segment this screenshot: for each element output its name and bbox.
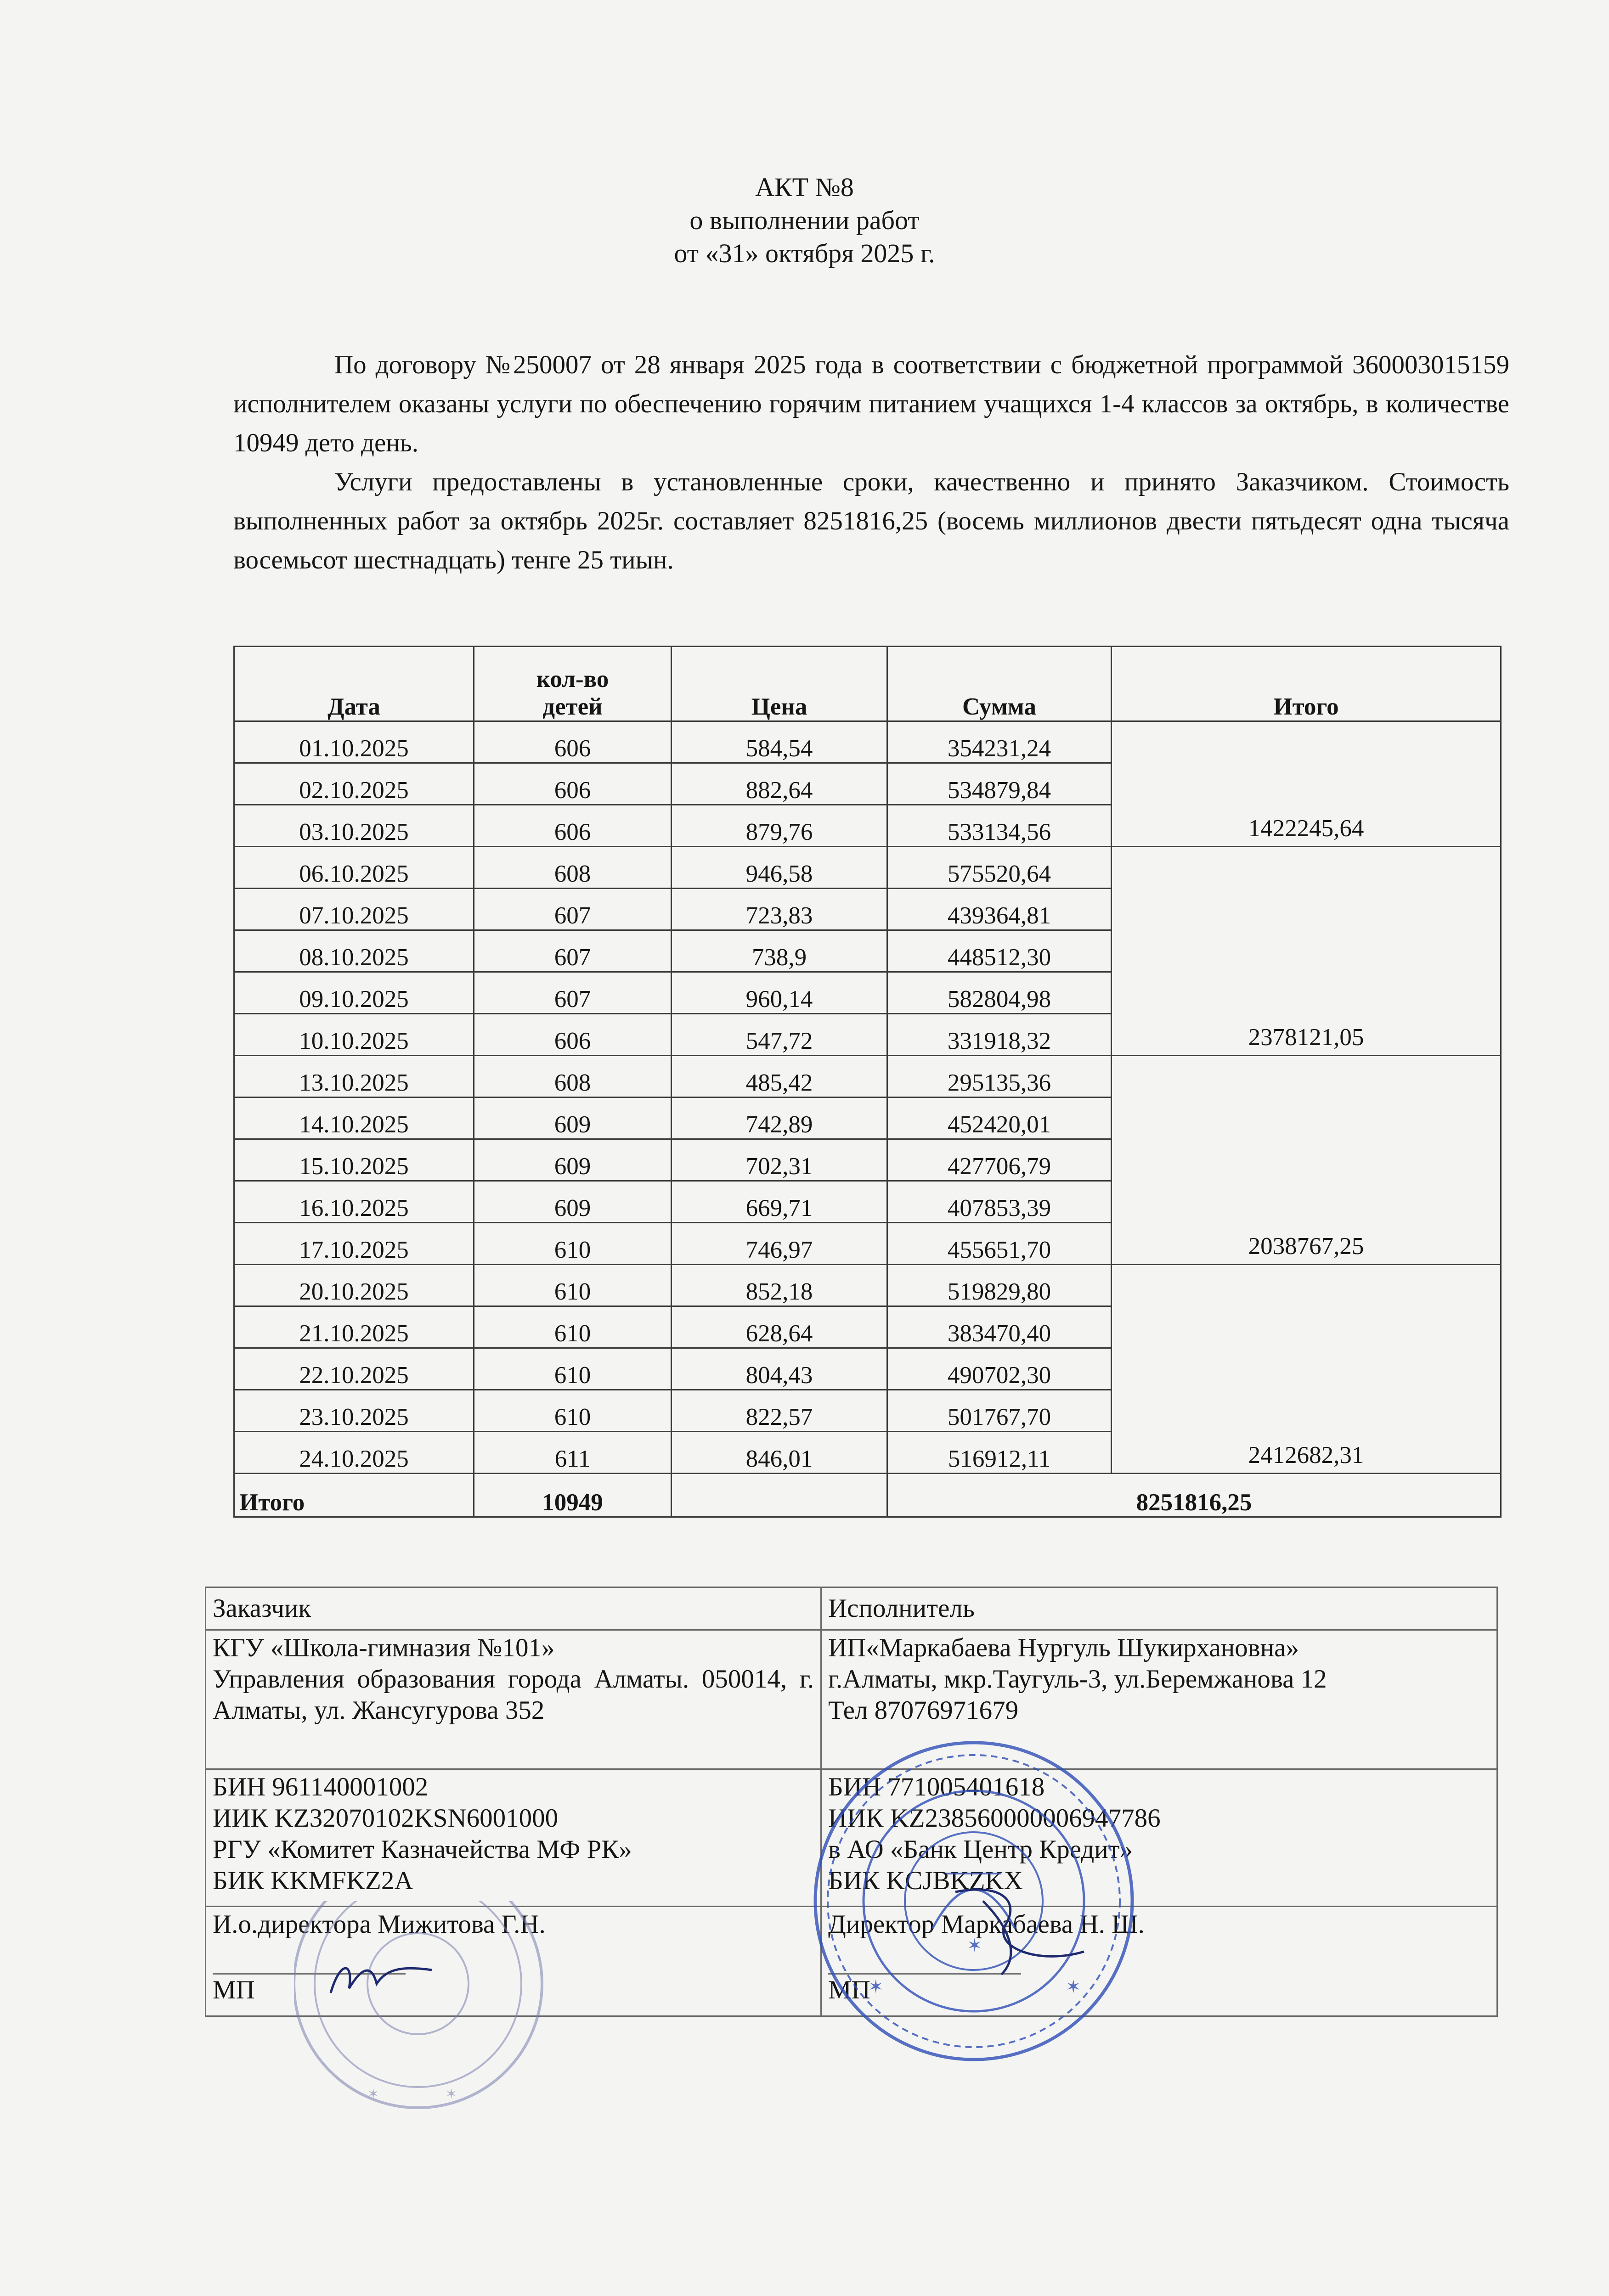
- cell-count: 609: [474, 1139, 672, 1181]
- table-header-row: [234, 647, 1501, 721]
- grand-total-row: [234, 1474, 1501, 1517]
- document-title: [0, 171, 1609, 270]
- cell-date: 09.10.2025: [234, 972, 474, 1014]
- cell-count: 608: [474, 1056, 672, 1097]
- customer-name: КГУ «Школа-гимназия №101»: [213, 1633, 555, 1662]
- cell-date: 13.10.2025: [234, 1056, 474, 1097]
- table-row: [234, 1265, 1501, 1306]
- svg-text:✶: ✶: [446, 2086, 457, 2102]
- title-act-number: АКТ №8: [755, 172, 854, 202]
- week-total-4: 2412682,31: [1112, 1265, 1501, 1474]
- grand-total-count: 10949: [474, 1474, 672, 1517]
- cell-date: 15.10.2025: [234, 1139, 474, 1181]
- cell-sum: 407853,39: [887, 1181, 1112, 1223]
- cell-date: 08.10.2025: [234, 930, 474, 972]
- cell-date: 10.10.2025: [234, 1014, 474, 1056]
- contractor-signature: [946, 1874, 1093, 1984]
- customer-bank: [206, 1769, 821, 1907]
- cell-price: 485,42: [672, 1056, 887, 1097]
- cell-count: 608: [474, 847, 672, 889]
- week-total-2: 2378121,05: [1112, 847, 1501, 1056]
- grand-total-sum: 8251816,25: [887, 1474, 1501, 1517]
- cost-paragraph: Услуги предоставлены в установленные сроки, качественно и принято Заказчиком. Стоимость выполненных работ за октябрь 2025г. составляет 8251816,25 (восемь миллионов двести пятьдесят одна тысяча восемьсот шестнадцать) тенге 25 тиын.: [233, 467, 1509, 574]
- act-body-text: [233, 345, 1509, 580]
- cell-sum: 439364,81: [887, 889, 1112, 930]
- cell-date: 21.10.2025: [234, 1306, 474, 1348]
- customer-signature: [322, 1952, 441, 2007]
- contractor-bik: БИК KCJBKZKX: [828, 1866, 1023, 1895]
- cell-sum: 427706,79: [887, 1139, 1112, 1181]
- customer-iik: ИИК KZ32070102KSN6001000: [213, 1804, 559, 1833]
- cell-date: 17.10.2025: [234, 1223, 474, 1265]
- cell-price: 628,64: [672, 1306, 887, 1348]
- svg-text:✶: ✶: [967, 1935, 982, 1956]
- cell-price: 723,83: [672, 889, 887, 930]
- cell-count: 607: [474, 972, 672, 1014]
- contractor-signatory: Директор Маркабаева Н. Ш.: [828, 1910, 1145, 1939]
- cell-sum: 534879,84: [887, 763, 1112, 805]
- cell-date: 07.10.2025: [234, 889, 474, 930]
- header-total: Итого: [1112, 647, 1501, 721]
- cell-sum: 295135,36: [887, 1056, 1112, 1097]
- contractor-heading: Исполнитель: [821, 1587, 1497, 1630]
- cell-sum: 455651,70: [887, 1223, 1112, 1265]
- svg-text:✶: ✶: [367, 2086, 379, 2102]
- contractor-iik: ИИК KZ238560000006947786: [828, 1804, 1161, 1833]
- cell-price: 946,58: [672, 847, 887, 889]
- cell-price: 822,57: [672, 1390, 887, 1432]
- cell-count: 610: [474, 1390, 672, 1432]
- cell-date: 06.10.2025: [234, 847, 474, 889]
- cell-price: 547,72: [672, 1014, 887, 1056]
- cell-sum: 533134,56: [887, 805, 1112, 847]
- contract-paragraph: По договору №250007 от 28 января 2025 года в соответствии с бюджетной программой 360003015159 исполнителем оказаны услуги по обеспечению горячим питанием учащихся 1-4 классов за октябрь, в количестве 10949 дето день.: [233, 350, 1509, 457]
- table-row: [234, 847, 1501, 889]
- customer-address: Управления образования города Алматы. 050014, г. Алматы, ул. Жансугурова 352: [213, 1665, 814, 1725]
- cell-sum: 501767,70: [887, 1390, 1112, 1432]
- customer-bank-name: РГУ «Комитет Казначейства МФ РК»: [213, 1835, 632, 1864]
- svg-text:✶: ✶: [1066, 1976, 1081, 1998]
- header-date: Дата: [234, 647, 474, 721]
- customer-bin: БИН 961140001002: [213, 1773, 429, 1801]
- cell-date: 03.10.2025: [234, 805, 474, 847]
- title-date: от «31» октября 2025 г.: [674, 238, 935, 268]
- cell-sum: 331918,32: [887, 1014, 1112, 1056]
- customer-details: [206, 1630, 821, 1769]
- customer-mp: МП: [213, 1975, 255, 2004]
- cell-sum: 452420,01: [887, 1097, 1112, 1139]
- table-row: [234, 721, 1501, 763]
- cell-date: 22.10.2025: [234, 1348, 474, 1390]
- week-total-1: 1422245,64: [1112, 721, 1501, 847]
- cell-sum: 383470,40: [887, 1306, 1112, 1348]
- header-sum: Сумма: [887, 647, 1112, 721]
- grand-total-label: Итого: [234, 1474, 474, 1517]
- header-price: Цена: [672, 647, 887, 721]
- cell-price: 804,43: [672, 1348, 887, 1390]
- cell-price: 742,89: [672, 1097, 887, 1139]
- contractor-bin: БИН 771005401618: [828, 1773, 1045, 1801]
- cell-date: 02.10.2025: [234, 763, 474, 805]
- cell-count: 607: [474, 930, 672, 972]
- cell-count: 610: [474, 1223, 672, 1265]
- cell-sum: 516912,11: [887, 1432, 1112, 1474]
- cell-price: 852,18: [672, 1265, 887, 1306]
- cell-sum: 575520,64: [887, 847, 1112, 889]
- cell-count: 610: [474, 1265, 672, 1306]
- cell-price: 669,71: [672, 1181, 887, 1223]
- cell-sum: 354231,24: [887, 721, 1112, 763]
- cell-date: 23.10.2025: [234, 1390, 474, 1432]
- cell-price: 584,54: [672, 721, 887, 763]
- customer-signatory: И.о.директора Мижитова Г.Н.: [213, 1910, 546, 1939]
- cell-count: 606: [474, 721, 672, 763]
- cell-date: 20.10.2025: [234, 1265, 474, 1306]
- customer-heading: Заказчик: [206, 1587, 821, 1630]
- cell-count: 611: [474, 1432, 672, 1474]
- services-table: [233, 646, 1502, 1518]
- cell-price: 882,64: [672, 763, 887, 805]
- contractor-mp: МП: [828, 1975, 870, 2004]
- svg-text:✶: ✶: [868, 1976, 884, 1998]
- cell-count: 607: [474, 889, 672, 930]
- contractor-name: ИП«Маркабаева Нургуль Шукирхановна»: [828, 1633, 1299, 1662]
- cell-sum: 490702,30: [887, 1348, 1112, 1390]
- cell-price: 960,14: [672, 972, 887, 1014]
- cell-price: 746,97: [672, 1223, 887, 1265]
- cell-price: 879,76: [672, 805, 887, 847]
- cell-count: 606: [474, 805, 672, 847]
- table-row: [234, 1056, 1501, 1097]
- cell-price: 702,31: [672, 1139, 887, 1181]
- contractor-phone: Тел 87076971679: [828, 1696, 1019, 1725]
- cell-count: 606: [474, 1014, 672, 1056]
- cell-sum: 519829,80: [887, 1265, 1112, 1306]
- cell-count: 610: [474, 1306, 672, 1348]
- cell-count: 609: [474, 1097, 672, 1139]
- cell-price: 738,9: [672, 930, 887, 972]
- contractor-bank-name: в АО «Банк Центр Кредит»: [828, 1835, 1133, 1864]
- cell-date: 16.10.2025: [234, 1181, 474, 1223]
- parties-header-row: [206, 1587, 1497, 1630]
- cell-count: 610: [474, 1348, 672, 1390]
- customer-bik: БИК KKMFKZ2A: [213, 1866, 413, 1895]
- cell-count: 609: [474, 1181, 672, 1223]
- cell-date: 01.10.2025: [234, 721, 474, 763]
- contractor-address: г.Алматы, мкр.Таугуль-3, ул.Беремжанова 12: [828, 1665, 1327, 1694]
- cell-date: 14.10.2025: [234, 1097, 474, 1139]
- week-total-3: 2038767,25: [1112, 1056, 1501, 1265]
- customer-stamp: [294, 1901, 551, 2112]
- title-subject: о выполнении работ: [689, 205, 920, 235]
- cell-price: 846,01: [672, 1432, 887, 1474]
- header-count: кол-во детей: [474, 647, 672, 721]
- cell-sum: 582804,98: [887, 972, 1112, 1014]
- grand-total-empty: [672, 1474, 887, 1517]
- cell-date: 24.10.2025: [234, 1432, 474, 1474]
- cell-count: 606: [474, 763, 672, 805]
- cell-sum: 448512,30: [887, 930, 1112, 972]
